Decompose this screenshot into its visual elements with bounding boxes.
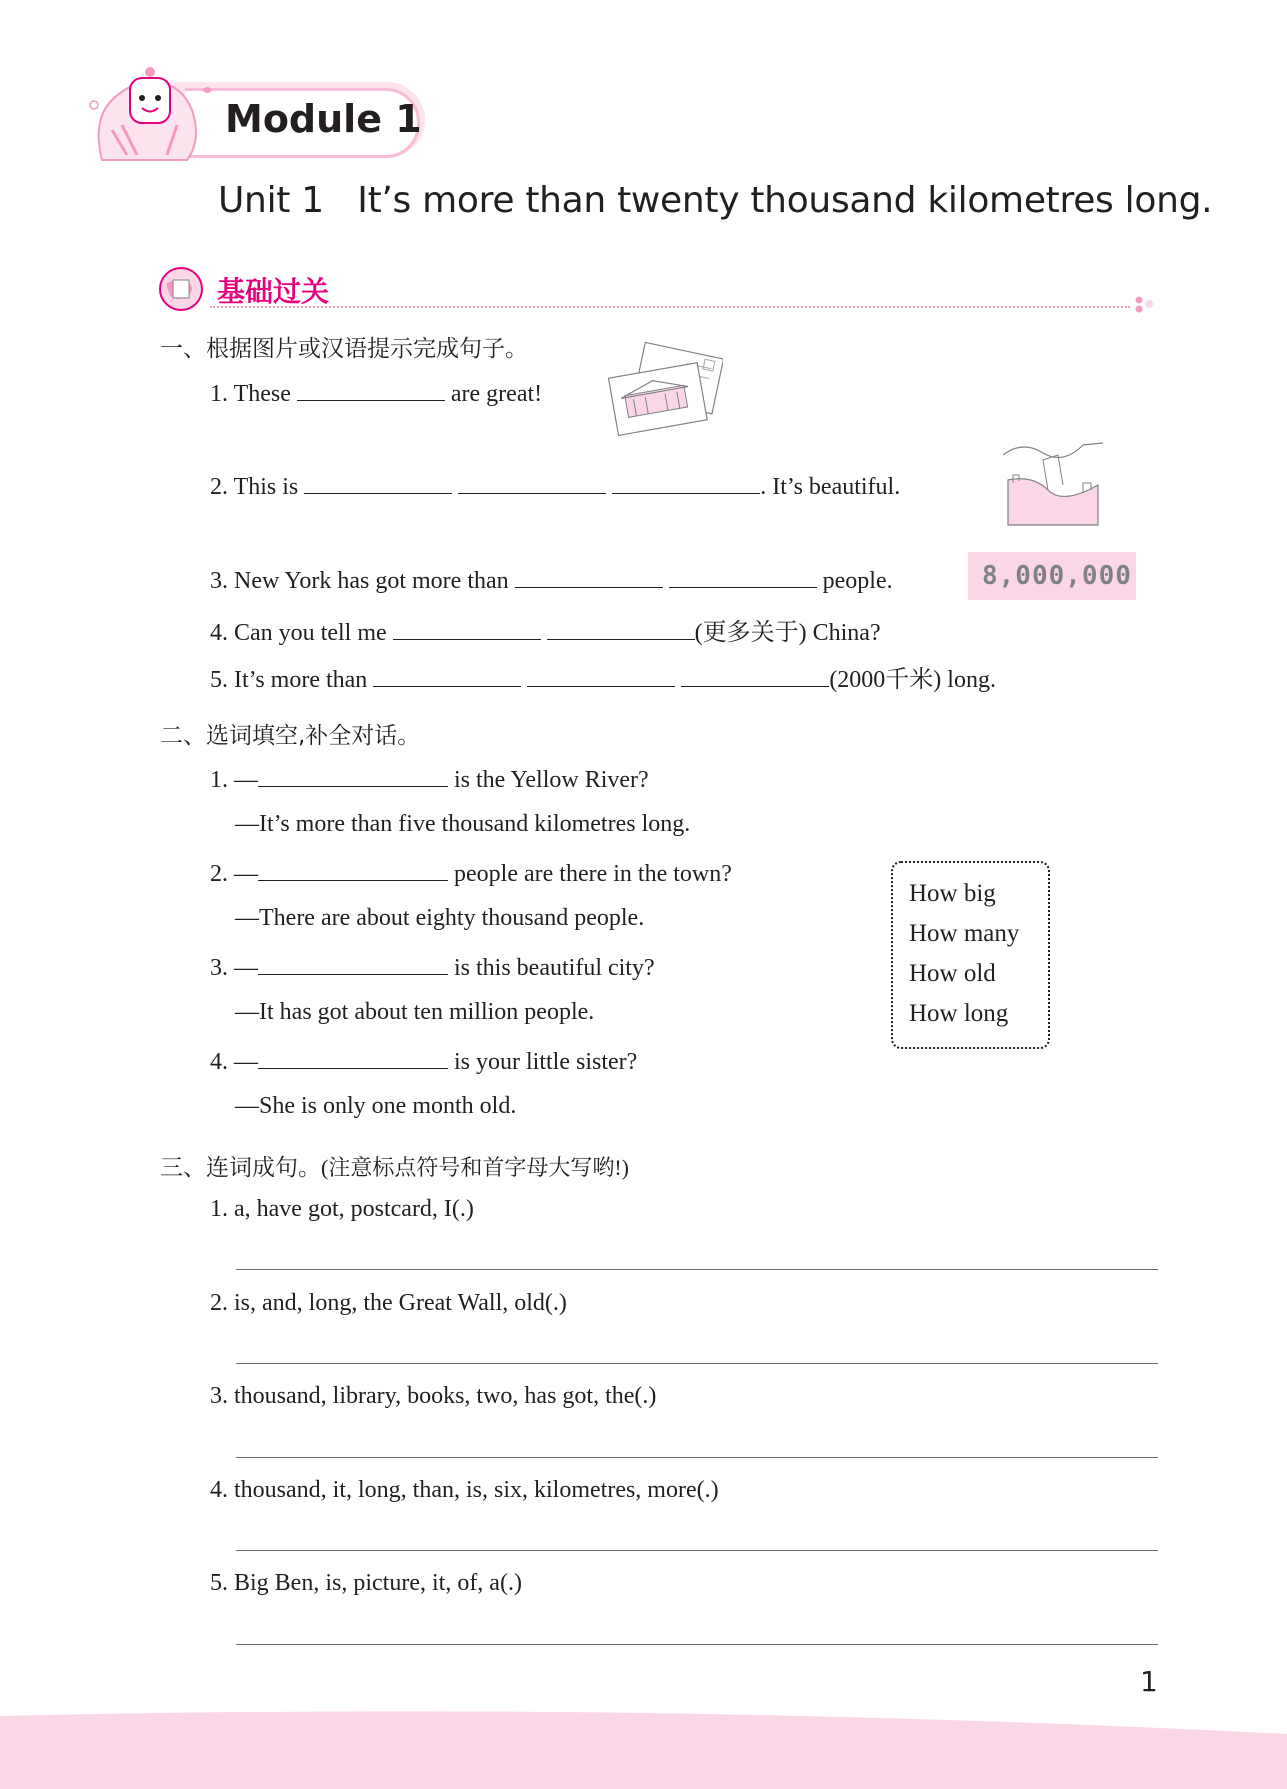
dialogue-prefix: 1. — — [210, 767, 258, 793]
dialogue-question: is your little sister? — [454, 1049, 638, 1075]
answer-blank[interactable] — [669, 565, 817, 588]
q2-suffix: . It’s beautiful. — [760, 474, 901, 500]
answer-line[interactable] — [236, 1363, 1158, 1364]
answer-blank[interactable] — [258, 764, 448, 787]
part1-q5 — [210, 659, 996, 694]
dialogue-prefix: 2. — — [210, 861, 258, 887]
answer-blank[interactable] — [258, 858, 448, 881]
answer-blank[interactable] — [458, 471, 606, 494]
q5-suffix: (2000千米) long. — [829, 667, 996, 693]
answer-blank[interactable] — [373, 664, 521, 687]
globe-icon — [158, 266, 204, 312]
dialogue-question: is the Yellow River? — [454, 767, 649, 793]
answer-blank[interactable] — [258, 952, 448, 975]
part3-q2: 2. is, and, long, the Great Wall, old(.) — [210, 1290, 567, 1316]
answer-blank[interactable] — [258, 1046, 448, 1069]
part3-q5: 5. Big Ben, is, picture, it, of, a(.) — [210, 1570, 522, 1596]
q1-suffix: are great! — [450, 381, 543, 407]
part2-q4 — [210, 1046, 637, 1076]
dialogue-question: is this beautiful city? — [454, 955, 655, 981]
part2-q1 — [210, 764, 649, 794]
answer-line[interactable] — [236, 1457, 1158, 1458]
section-divider-dots — [1133, 294, 1163, 314]
q4-suffix: (更多关于) China? — [694, 620, 881, 646]
answer-line[interactable] — [236, 1269, 1158, 1270]
part3-q4: 4. thousand, it, long, than, is, six, kilometres, more(.) — [210, 1477, 719, 1503]
part2-a4: —She is only one month old. — [235, 1093, 517, 1119]
answer-blank[interactable] — [304, 471, 452, 494]
page-number: 1 — [1140, 1665, 1158, 1698]
answer-line[interactable] — [236, 1644, 1158, 1645]
part2-a1: —It’s more than five thousand kilometres long. — [235, 811, 691, 837]
part2-a3: —It has got about ten million people. — [235, 999, 595, 1025]
part3-note: (注意标点符号和首字母大写哟!) — [321, 1155, 629, 1180]
number-hint: 8,000,000 — [982, 561, 1132, 591]
part3-heading: 三、连词成句。 — [160, 1155, 321, 1181]
part1-q4 — [210, 612, 881, 647]
answer-line[interactable] — [236, 1550, 1158, 1551]
answer-blank[interactable] — [547, 617, 695, 640]
dialogue-question: people are there in the town? — [454, 861, 732, 887]
postcards-illustration — [608, 340, 723, 438]
part3-heading-row — [160, 1149, 629, 1182]
module-title: Module 1 — [225, 97, 422, 141]
answer-blank[interactable] — [393, 617, 541, 640]
part3-q3: 3. thousand, library, books, two, has got, the(.) — [210, 1383, 657, 1409]
part1-q3 — [210, 565, 893, 595]
word-bank-item: How big — [909, 880, 996, 907]
q5-prefix: 5. It’s more than — [210, 667, 368, 693]
q3-prefix: 3. New York has got more than — [210, 568, 509, 594]
great-wall-illustration — [1003, 435, 1103, 527]
q2-prefix: 2. This is — [210, 474, 299, 500]
answer-blank[interactable] — [612, 471, 760, 494]
dialogue-prefix: 3. — — [210, 955, 258, 981]
footer-band — [0, 1706, 1287, 1789]
part1-heading: 一、根据图片或汉语提示完成句子。 — [160, 336, 528, 362]
word-bank-item: How old — [909, 960, 996, 987]
part2-heading: 二、选词填空,补全对话。 — [160, 723, 421, 749]
part2-q2 — [210, 858, 732, 888]
answer-blank[interactable] — [515, 565, 663, 588]
section-divider — [210, 306, 1130, 308]
section-title: 基础过关 — [217, 275, 330, 308]
q4-prefix: 4. Can you tell me — [210, 620, 387, 646]
q1-prefix: 1. These — [210, 381, 291, 407]
dialogue-prefix: 4. — — [210, 1049, 258, 1075]
word-bank-item: How many — [909, 920, 1020, 947]
unit-title: Unit 1 It’s more than twenty thousand kilometres long. — [218, 180, 1213, 221]
answer-blank[interactable] — [297, 378, 445, 401]
part2-a2: —There are about eighty thousand people. — [235, 905, 645, 931]
part2-q3 — [210, 952, 655, 982]
part1-q2 — [210, 471, 900, 501]
q3-suffix: people. — [822, 568, 893, 594]
part1-q1 — [210, 378, 542, 408]
answer-blank[interactable] — [527, 664, 675, 687]
word-bank-item: How long — [909, 1000, 1009, 1027]
part3-q1: 1. a, have got, postcard, I(.) — [210, 1196, 474, 1222]
mascot-illustration — [82, 60, 222, 165]
answer-blank[interactable] — [681, 664, 829, 687]
